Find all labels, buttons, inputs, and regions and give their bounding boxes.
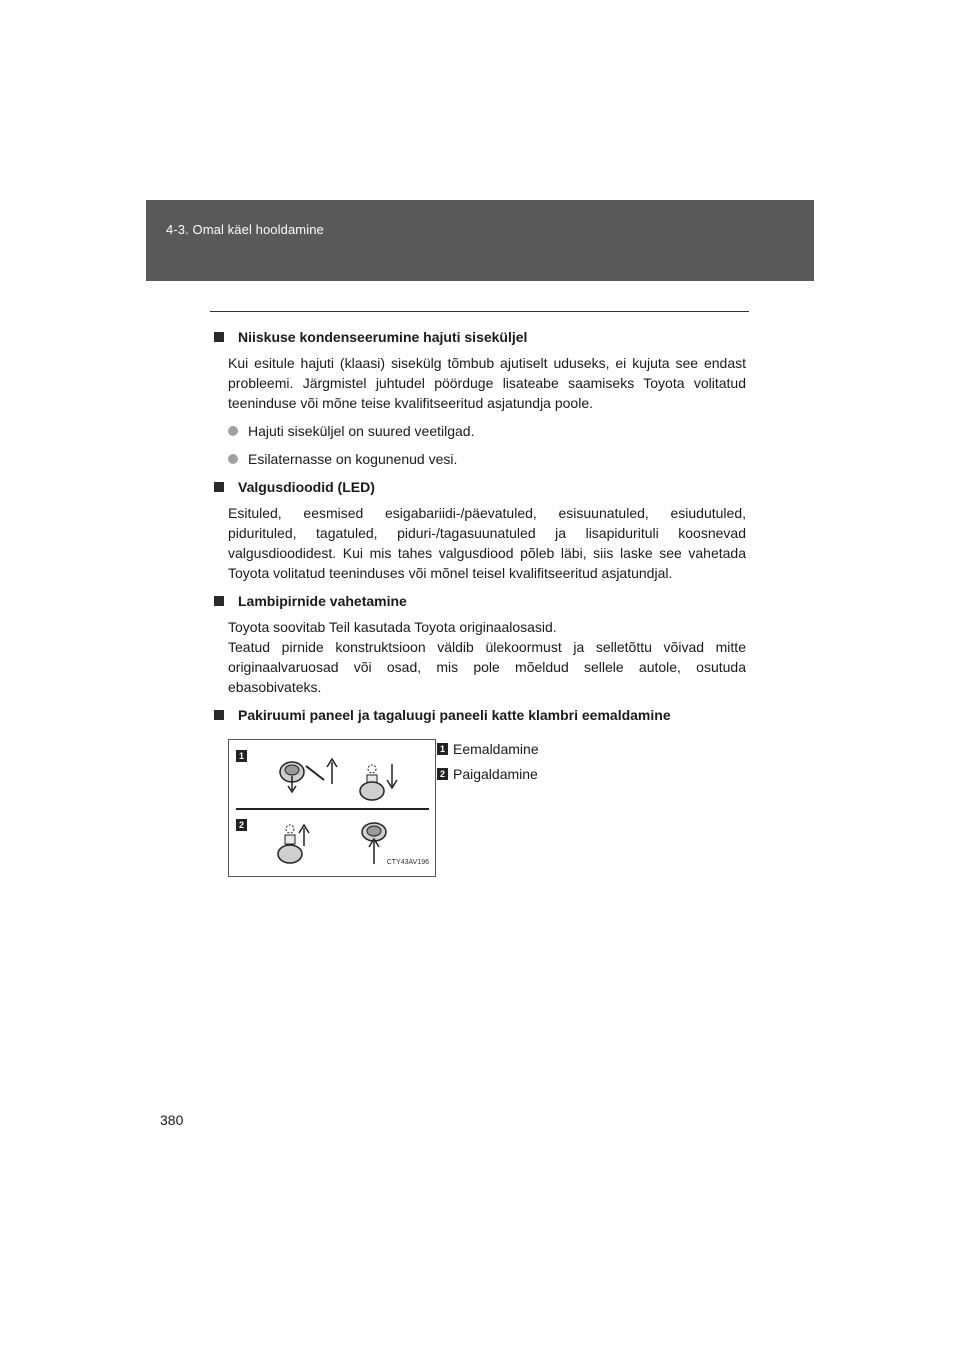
legend-item: 2 Paigaldamine — [437, 764, 539, 784]
legend-number: 1 — [437, 743, 448, 755]
list-item: Hajuti siseküljel on suured veetilgad. — [228, 421, 746, 441]
figure-row — [214, 739, 746, 884]
square-bullet-icon — [214, 482, 224, 492]
section-title: 4-3. Omal käel hooldamine — [166, 222, 324, 237]
square-bullet-icon — [214, 710, 224, 720]
page-content — [214, 327, 746, 884]
figure-legend — [437, 739, 539, 789]
round-bullet-icon — [228, 454, 238, 464]
figure-label-1: 1 — [236, 750, 247, 762]
paragraph: Toyota soovitab Teil kasutada Toyota originaalosasid. — [228, 619, 557, 635]
section-heading-led: Valgusdioodid (LED) — [214, 477, 746, 497]
figure-divider — [236, 808, 429, 810]
square-bullet-icon — [214, 596, 224, 606]
section-heading-bulbs: Lambipirnide vahetamine — [214, 591, 746, 611]
clip-illustration — [228, 739, 436, 877]
section-heading-clip: Pakiruumi paneel ja tagaluugi paneeli katte klambri eemaldamine — [214, 705, 746, 725]
list-item: Esilaternasse on kogunenud vesi. — [228, 449, 746, 469]
square-bullet-icon — [214, 332, 224, 342]
round-bullet-icon — [228, 426, 238, 436]
figure-code: CTY43AV196 — [386, 859, 429, 866]
paragraph: Teatud pirnide konstruktsioon väldib ülekoormust ja selletõttu võivad mitte originaalvaruosad või osad, mis pole mõeldud sellele autole, osutuda ebasobivateks. — [228, 639, 746, 695]
figure-label-2: 2 — [236, 819, 247, 831]
page-number: 380 — [160, 1112, 184, 1128]
clip-removal-icon — [274, 754, 414, 806]
paragraph: Esituled, eesmised esigabariidi-/päevatuled, esisuunatuled, esiudutuled, pidurituled, tagatuled, piduri-/tagasuunatuled ja lisapidurituli koosnevad valgusdioodidest. Kui mis tahes valgusdiood põleb läbi, siis laske see vahetada Toyota volitatud teeninduses või mõnel teisel kvalifitseeritud asjatundjal. — [228, 505, 746, 581]
legend-item: 1 Eemaldamine — [437, 739, 539, 759]
legend-number: 2 — [437, 768, 448, 780]
section-heading-condensation: Niiskuse kondenseerumine hajuti siseküljel — [214, 327, 746, 347]
top-rule — [210, 311, 749, 312]
paragraph: Kui esitule hajuti (klaasi) sisekülg tõmbub ajutiselt uduseks, ei kujuta see endast probleemi. Järgmistel juhtudel pöörduge lisateabe saamiseks Toyota volitatud teeninduse või mõne teise kvalifitseeritud asjatundja poole. — [228, 355, 746, 411]
header-band — [146, 200, 814, 281]
